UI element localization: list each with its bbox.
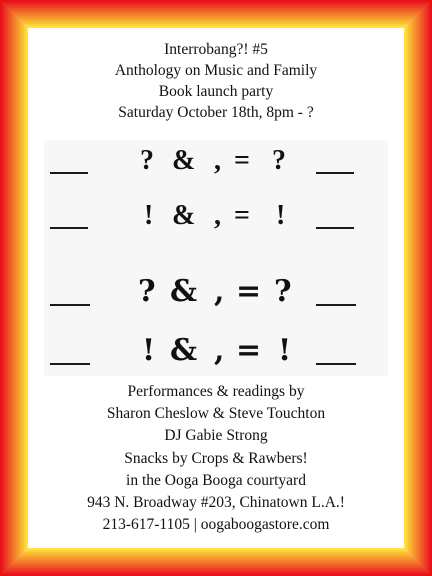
- ampersand: &: [170, 274, 198, 309]
- puzzle-row: [44, 335, 388, 375]
- equals-sign: =: [236, 274, 262, 309]
- contact-info: 213-617-1105 | oogaboogastore.com: [102, 516, 330, 534]
- question-mark: ?: [274, 274, 292, 309]
- snacks-credit: Snacks by Crops & Rawbers!: [124, 449, 308, 467]
- event-date: Saturday October 18th, 8pm - ?: [118, 104, 314, 121]
- blank-line: [50, 304, 90, 306]
- question-mark: ?: [272, 145, 286, 176]
- event-title: Interrobang?! #5: [164, 41, 268, 58]
- blank-line: [50, 172, 88, 174]
- event-type: Book launch party: [158, 83, 274, 100]
- comma: ,: [214, 200, 221, 231]
- ampersand: &: [172, 200, 196, 231]
- blank-line: [316, 363, 356, 365]
- equals-sign: =: [236, 333, 262, 368]
- blank-line: [316, 227, 354, 229]
- exclamation-mark: !: [278, 333, 292, 368]
- exclamation-mark: !: [144, 200, 154, 231]
- event-subtitle: Anthology on Music and Family: [114, 62, 318, 79]
- question-mark: ?: [138, 274, 156, 309]
- ampersand: &: [170, 333, 198, 368]
- performers: Sharon Cheslow & Steve Touchton: [106, 405, 326, 423]
- blank-line: [316, 172, 354, 174]
- venue-location: in the Ooga Booga courtyard: [126, 471, 306, 489]
- comma: ,: [214, 333, 225, 368]
- blank-line: [50, 227, 88, 229]
- exclamation-mark: !: [142, 333, 156, 368]
- event-header: [0, 39, 432, 123]
- comma: ,: [214, 274, 225, 309]
- exclamation-mark: !: [276, 200, 286, 231]
- dj-name: DJ Gabie Strong: [164, 427, 268, 445]
- blank-line: [50, 363, 90, 365]
- puzzle-row: [44, 200, 388, 240]
- event-details: [0, 381, 432, 536]
- equals-sign: =: [234, 200, 250, 231]
- question-mark: ?: [140, 145, 154, 176]
- puzzle-row: [44, 145, 388, 185]
- blank-line: [316, 304, 356, 306]
- equals-sign: =: [234, 145, 250, 176]
- puzzle-row: [44, 276, 388, 316]
- punctuation-puzzle: [44, 140, 388, 376]
- street-address: 943 N. Broadway #203, Chinatown L.A.!: [87, 494, 345, 512]
- ampersand: &: [172, 145, 196, 176]
- comma: ,: [214, 145, 221, 176]
- performances-heading: Performances & readings by: [127, 383, 305, 400]
